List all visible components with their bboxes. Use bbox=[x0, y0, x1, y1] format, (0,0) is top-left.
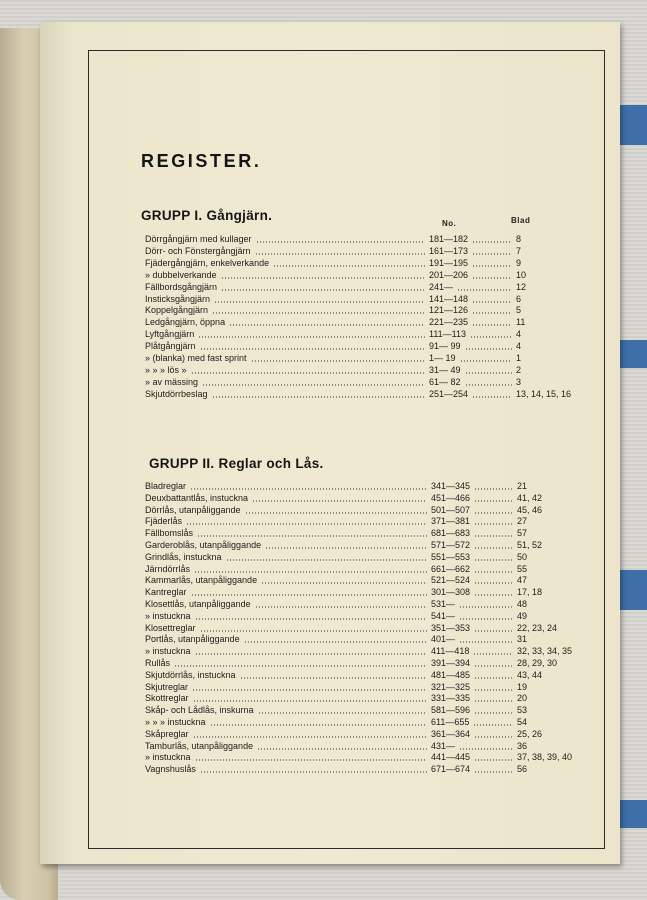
entry-name: Kammarlås, utanpåliggande bbox=[145, 575, 258, 586]
entry-name: Skåpreglar bbox=[145, 728, 189, 739]
dot-leader bbox=[245, 512, 427, 514]
index-row bbox=[145, 340, 585, 352]
entry-number: 341—345 bbox=[431, 481, 471, 491]
entry-page: 43, 44 bbox=[517, 669, 543, 680]
entry-name: Dörrlås, utanpåliggande bbox=[145, 504, 241, 515]
entry-page: 6 bbox=[516, 293, 522, 304]
entry-number: 321—325 bbox=[431, 681, 471, 692]
dot-leader bbox=[474, 712, 513, 714]
entry-number: 401— bbox=[431, 634, 456, 645]
entry-name: » instuckna bbox=[145, 752, 191, 763]
entry-page: 21 bbox=[517, 481, 528, 491]
index-row bbox=[145, 504, 585, 516]
dot-leader bbox=[474, 523, 513, 525]
index-row bbox=[145, 480, 585, 492]
entry-page: 12 bbox=[516, 281, 527, 292]
entry-page: 53 bbox=[517, 705, 528, 716]
group-2-heading: GRUPP II. Reglar och Lås. bbox=[149, 456, 324, 471]
entry-name: Skjutdörrlås, instuckna bbox=[145, 669, 236, 680]
entry-number: 191—195 bbox=[429, 257, 469, 268]
entry-page: 3 bbox=[516, 376, 522, 387]
entry-page: 55 bbox=[517, 563, 528, 574]
dot-leader bbox=[255, 253, 425, 255]
entry-page: 56 bbox=[517, 764, 528, 775]
entry-number: 481—485 bbox=[431, 669, 471, 680]
dot-leader bbox=[198, 336, 425, 338]
dot-leader bbox=[221, 277, 425, 279]
entry-name: Bladreglar bbox=[145, 481, 187, 491]
entry-number: 31— 49 bbox=[429, 364, 461, 375]
entry-name: Fällbordsgångjärn bbox=[145, 281, 218, 292]
entry-name: Ledgångjärn, öppna bbox=[145, 317, 226, 328]
dot-leader bbox=[459, 748, 513, 750]
dot-leader bbox=[465, 348, 512, 350]
index-row bbox=[145, 704, 585, 716]
dot-leader bbox=[251, 360, 425, 362]
index-row bbox=[145, 257, 585, 269]
entry-number: 531— bbox=[431, 599, 456, 609]
entry-number: 61— 82 bbox=[429, 376, 461, 387]
entry-number: 161—173 bbox=[429, 245, 469, 256]
dot-leader bbox=[474, 535, 513, 537]
group-1-heading: GRUPP I. Gångjärn. bbox=[141, 208, 273, 223]
dot-leader bbox=[473, 653, 513, 655]
entry-page: 48 bbox=[517, 599, 528, 609]
dot-leader bbox=[252, 500, 427, 502]
entry-page: 11 bbox=[516, 317, 526, 328]
dot-leader bbox=[229, 324, 425, 326]
index-row bbox=[145, 269, 585, 281]
entry-name: Plåtgångjärn bbox=[145, 341, 196, 352]
entry-name: Vagnshuslås bbox=[145, 764, 196, 775]
dot-leader bbox=[200, 771, 427, 773]
index-row bbox=[145, 515, 585, 527]
entry-number: 141—148 bbox=[429, 293, 469, 304]
entry-name: Deuxbattantlås, instuckna bbox=[145, 492, 249, 503]
entry-page: 54 bbox=[517, 717, 528, 727]
entry-page: 27 bbox=[517, 516, 528, 527]
dot-leader bbox=[197, 535, 427, 537]
index-row bbox=[145, 376, 585, 388]
entry-number: 571—572 bbox=[431, 540, 471, 550]
dot-leader bbox=[210, 724, 427, 726]
dot-leader bbox=[460, 360, 512, 362]
entry-number: 121—126 bbox=[429, 305, 469, 316]
dot-leader bbox=[474, 571, 513, 573]
fabric-stripe bbox=[617, 105, 647, 145]
entry-number: 671—674 bbox=[431, 764, 471, 775]
dot-leader bbox=[193, 700, 427, 702]
dot-leader bbox=[472, 312, 512, 314]
fabric-stripe bbox=[617, 340, 647, 368]
dot-leader bbox=[459, 641, 513, 643]
dot-leader bbox=[465, 384, 512, 386]
dot-leader bbox=[244, 641, 427, 643]
dot-leader bbox=[474, 700, 513, 702]
entry-name: Grindlås, instuckna bbox=[145, 551, 222, 562]
index-row bbox=[145, 233, 585, 245]
index-row bbox=[145, 669, 585, 681]
index-row bbox=[145, 364, 585, 376]
dot-leader bbox=[221, 289, 425, 291]
dot-leader bbox=[474, 500, 513, 502]
index-row bbox=[145, 388, 585, 400]
dot-leader bbox=[256, 241, 425, 243]
entry-name: Koppelgångjärn bbox=[145, 305, 209, 316]
entry-number: 1— 19 bbox=[429, 353, 456, 363]
dot-leader bbox=[193, 736, 427, 738]
entry-number: 391—394 bbox=[431, 658, 471, 668]
dot-leader bbox=[194, 571, 427, 573]
entry-number: 681—683 bbox=[431, 528, 471, 539]
dot-leader bbox=[190, 488, 427, 490]
index-row bbox=[145, 328, 585, 340]
entry-name: Tamburlås, utanpåliggande bbox=[145, 740, 254, 751]
dot-leader bbox=[202, 384, 425, 386]
dot-leader bbox=[186, 523, 427, 525]
entry-name: Garderoblås, utanpåliggande bbox=[145, 540, 262, 550]
dot-leader bbox=[191, 594, 427, 596]
entry-page: 4 bbox=[516, 341, 522, 352]
dot-leader bbox=[474, 665, 513, 667]
dot-leader bbox=[472, 253, 512, 255]
entry-number: 541— bbox=[431, 610, 456, 621]
index-row bbox=[145, 539, 585, 551]
entry-page: 22, 23, 24 bbox=[517, 622, 558, 633]
dot-leader bbox=[240, 677, 427, 679]
dot-leader bbox=[255, 606, 427, 608]
entry-name: Kantreglar bbox=[145, 587, 187, 598]
index-row bbox=[145, 316, 585, 328]
dot-leader bbox=[465, 372, 512, 374]
dot-leader bbox=[191, 372, 425, 374]
entry-page: 49 bbox=[517, 610, 528, 621]
index-row bbox=[145, 645, 585, 657]
dot-leader bbox=[226, 559, 427, 561]
entry-number: 661—662 bbox=[431, 563, 471, 574]
dot-leader bbox=[474, 630, 513, 632]
entry-name: » instuckna bbox=[145, 646, 191, 657]
entry-page: 8 bbox=[516, 234, 522, 244]
entry-page: 37, 38, 39, 40 bbox=[517, 752, 573, 763]
dot-leader bbox=[457, 289, 512, 291]
entry-number: 611—655 bbox=[431, 717, 470, 727]
entry-page: 57 bbox=[517, 528, 528, 539]
entry-number: 521—524 bbox=[431, 575, 471, 586]
entry-number: 371—381 bbox=[431, 516, 471, 527]
index-row bbox=[145, 622, 585, 634]
entry-page: 9 bbox=[516, 257, 522, 268]
dot-leader bbox=[200, 348, 425, 350]
entry-name: Insticksgångjärn bbox=[145, 293, 211, 304]
entry-name: Skottreglar bbox=[145, 693, 189, 704]
index-row bbox=[145, 740, 585, 752]
entry-number: 441—445 bbox=[431, 752, 471, 763]
dot-leader bbox=[474, 559, 513, 561]
entry-number: 581—596 bbox=[431, 705, 471, 716]
entry-name: Järndörrlås bbox=[145, 563, 191, 574]
index-row bbox=[145, 293, 585, 305]
entry-number: 201—206 bbox=[429, 269, 469, 280]
entry-page: 45, 46 bbox=[517, 504, 543, 515]
entry-page: 2 bbox=[516, 364, 522, 375]
entry-name: Skjutreglar bbox=[145, 681, 189, 692]
entry-page: 19 bbox=[517, 681, 528, 692]
entry-page: 10 bbox=[516, 269, 527, 280]
entry-page: 7 bbox=[516, 245, 522, 256]
dot-leader bbox=[195, 618, 427, 620]
dot-leader bbox=[195, 653, 427, 655]
entry-page: 25, 26 bbox=[517, 728, 543, 739]
index-row bbox=[145, 657, 585, 669]
index-row bbox=[145, 492, 585, 504]
entry-name: Dörrgångjärn med kullager bbox=[145, 234, 252, 244]
page-title: REGISTER. bbox=[141, 151, 262, 171]
dot-leader bbox=[200, 630, 427, 632]
entry-number: 431— bbox=[431, 740, 456, 751]
entry-page: 41, 42 bbox=[517, 492, 543, 503]
dot-leader bbox=[212, 312, 425, 314]
index-row bbox=[145, 245, 585, 257]
index-row bbox=[145, 304, 585, 316]
dot-leader bbox=[472, 301, 512, 303]
entry-page: 5 bbox=[516, 305, 522, 316]
entry-page: 32, 33, 34, 35 bbox=[517, 646, 573, 657]
entry-page: 28, 29, 30 bbox=[517, 658, 558, 668]
dot-leader bbox=[474, 547, 513, 549]
dot-leader bbox=[470, 336, 512, 338]
dot-leader bbox=[195, 759, 427, 761]
dot-leader bbox=[261, 582, 427, 584]
entry-page: 36 bbox=[517, 740, 528, 751]
entry-number: 331—335 bbox=[431, 693, 471, 704]
dot-leader bbox=[265, 547, 427, 549]
entry-number: 411—418 bbox=[431, 646, 470, 657]
entry-page: 13, 14, 15, 16 bbox=[516, 388, 572, 399]
entry-number: 251—254 bbox=[429, 388, 469, 399]
dot-leader bbox=[472, 396, 512, 398]
entry-number: 241— bbox=[429, 281, 454, 292]
entry-name: Klosettreglar bbox=[145, 622, 196, 633]
fabric-stripe bbox=[617, 570, 647, 610]
index-row bbox=[145, 586, 585, 598]
dot-leader bbox=[474, 582, 513, 584]
index-row bbox=[145, 598, 585, 610]
entry-name: Klosettlås, utanpåliggande bbox=[145, 599, 251, 609]
entry-name: » » » lös » bbox=[145, 364, 187, 375]
column-header-no: No. bbox=[442, 219, 457, 228]
dot-leader bbox=[214, 301, 425, 303]
entry-name: » » » instuckna bbox=[145, 717, 206, 727]
index-row bbox=[145, 763, 585, 775]
dot-leader bbox=[472, 324, 512, 326]
entry-page: 17, 18 bbox=[517, 587, 543, 598]
index-row bbox=[145, 633, 585, 645]
column-header-blad: Blad bbox=[511, 216, 531, 225]
entry-name: Fjäderlås bbox=[145, 516, 183, 527]
index-row bbox=[145, 527, 585, 539]
entry-number: 501—507 bbox=[431, 504, 471, 515]
entry-name: » av mässing bbox=[145, 376, 199, 387]
dot-leader bbox=[474, 759, 513, 761]
entry-number: 361—364 bbox=[431, 728, 471, 739]
entry-name: Rullås bbox=[145, 658, 171, 668]
entry-name: Skåp- och Lådlås, inskurna bbox=[145, 705, 254, 716]
entry-number: 551—553 bbox=[431, 551, 471, 562]
dot-leader bbox=[212, 396, 425, 398]
dot-leader bbox=[474, 594, 513, 596]
entry-number: 351—353 bbox=[431, 622, 471, 633]
entry-page: 4 bbox=[516, 329, 522, 340]
index-row bbox=[145, 281, 585, 293]
dot-leader bbox=[473, 724, 513, 726]
entry-name: Lyftgångjärn bbox=[145, 329, 195, 340]
index-row bbox=[145, 352, 585, 364]
entry-page: 31 bbox=[517, 634, 528, 645]
dot-leader bbox=[258, 712, 427, 714]
dot-leader bbox=[474, 512, 513, 514]
index-row bbox=[145, 716, 585, 728]
index-row bbox=[145, 751, 585, 763]
index-row bbox=[145, 681, 585, 693]
dot-leader bbox=[174, 665, 427, 667]
entry-number: 111—113 bbox=[429, 329, 467, 340]
dot-leader bbox=[474, 488, 513, 490]
dot-leader bbox=[474, 736, 513, 738]
entry-name: Skjutdörrbeslag bbox=[145, 388, 208, 399]
index-row bbox=[145, 574, 585, 586]
entry-name: Portlås, utanpåliggande bbox=[145, 634, 240, 645]
dot-leader bbox=[192, 689, 427, 691]
fabric-stripe bbox=[617, 800, 647, 828]
dot-leader bbox=[474, 677, 513, 679]
dot-leader bbox=[472, 241, 512, 243]
index-row bbox=[145, 551, 585, 563]
index-row bbox=[145, 728, 585, 740]
entry-name: Fällbomslås bbox=[145, 528, 194, 539]
entry-page: 51, 52 bbox=[517, 540, 543, 550]
index-row bbox=[145, 563, 585, 575]
entry-page: 20 bbox=[517, 693, 528, 704]
index-row bbox=[145, 692, 585, 704]
dot-leader bbox=[459, 618, 513, 620]
entry-page: 47 bbox=[517, 575, 528, 586]
entry-name: Dörr- och Fönstergångjärn bbox=[145, 245, 251, 256]
dot-leader bbox=[459, 606, 513, 608]
entry-name: » dubbelverkande bbox=[145, 269, 217, 280]
entry-name: Fjädergångjärn, enkelverkande bbox=[145, 257, 270, 268]
dot-leader bbox=[257, 748, 427, 750]
dot-leader bbox=[474, 689, 513, 691]
entry-number: 451—466 bbox=[431, 492, 471, 503]
dot-leader bbox=[472, 277, 512, 279]
entry-name: » (blanka) med fast sprint bbox=[145, 353, 247, 363]
entry-name: » instuckna bbox=[145, 610, 191, 621]
entry-page: 50 bbox=[517, 551, 528, 562]
entry-number: 301—308 bbox=[431, 587, 471, 598]
index-row bbox=[145, 610, 585, 622]
entry-page: 1 bbox=[516, 353, 522, 363]
entry-number: 181—182 bbox=[429, 234, 469, 244]
entry-number: 91— 99 bbox=[429, 341, 461, 352]
dot-leader bbox=[273, 265, 425, 267]
dot-leader bbox=[474, 771, 513, 773]
entry-number: 221—235 bbox=[429, 317, 469, 328]
dot-leader bbox=[472, 265, 512, 267]
